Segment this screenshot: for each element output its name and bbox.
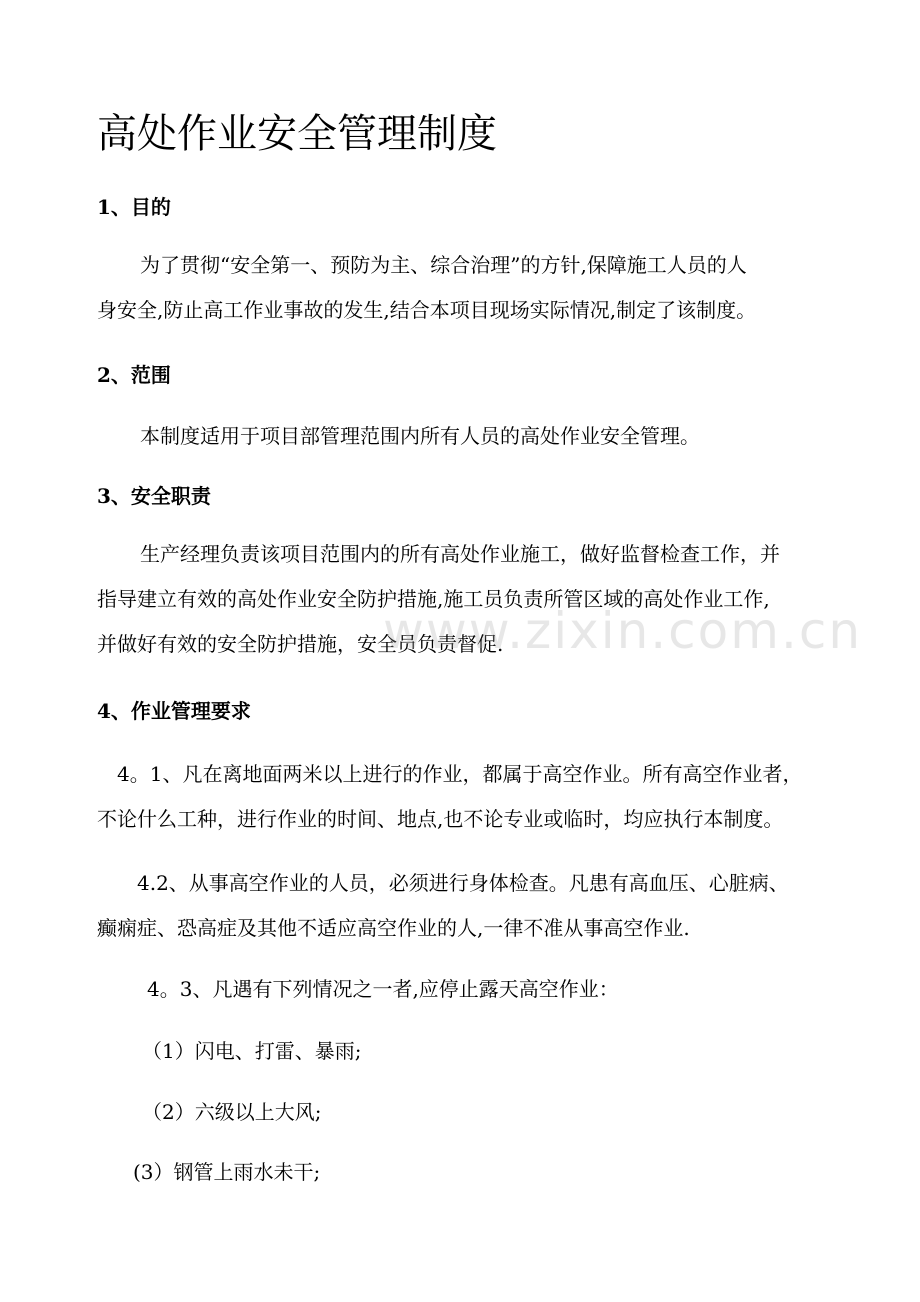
paragraph-line: 癫痫症、恐高症及其他不适应高空作业的人,一律不准从事高空作业. [97,916,690,940]
paragraph-line: 并做好有效的安全防护措施，安全员负责督促. [97,632,504,656]
paragraph-line: 4。3、凡遇有下列情况之一者,应停止露天高空作业： [147,977,619,1001]
section-heading-purpose: 1、目的 [97,195,171,219]
paragraph-line: 本制度适用于项目部管理范围内所有人员的高处作业安全管理。 [140,424,700,448]
requirement-item-4-2 [97,861,827,951]
list-item: （1）闪电、打雷、暴雨; [142,1039,362,1063]
page-title: 高处作业安全管理制度 [97,111,497,157]
section-body-purpose [97,243,827,333]
paragraph-line: 身安全,防止高工作业事故的发生,结合本项目现场实际情况,制定了该制度。 [97,298,757,322]
condition-item-1 [97,1029,827,1074]
paragraph-line: 生产经理负责该项目范围内的所有高处作业施工，做好监督检查工作，并 [140,542,780,566]
condition-item-3 [97,1150,827,1195]
paragraph-line: 不论什么工种，进行作业的时间、地点,也不论专业或临时，均应执行本制度。 [97,807,784,831]
paragraph-line: 4。1、凡在离地面两米以上进行的作业，都属于高空作业。所有高空作业者， [117,762,803,786]
requirement-item-4-3 [97,967,827,1012]
section-body-scope [97,414,827,459]
paragraph-line: 为了贯彻“安全第一、预防为主、综合治理”的方针,保障施工人员的人 [140,253,747,277]
section-body-responsibilities [97,532,827,667]
list-item: （2）六级以上大风; [142,1100,322,1124]
section-heading-responsibilities: 3、安全职责 [97,484,211,508]
paragraph-line: 4.2、从事高空作业的人员，必须进行身体检查。凡患有高血压、心脏病、 [137,871,789,895]
condition-item-2 [97,1090,827,1135]
section-heading-requirements: 4、作业管理要求 [97,699,251,723]
section-heading-scope: 2、范围 [97,363,171,387]
watermark-text: www.zixin.com.cn [383,602,863,660]
paragraph-line: 指导建立有效的高处作业安全防护措施,施工员负责所管区域的高处作业工作, [97,587,770,611]
requirement-item-4-1 [97,752,827,842]
list-item: (3）钢管上雨水未干; [133,1160,321,1184]
